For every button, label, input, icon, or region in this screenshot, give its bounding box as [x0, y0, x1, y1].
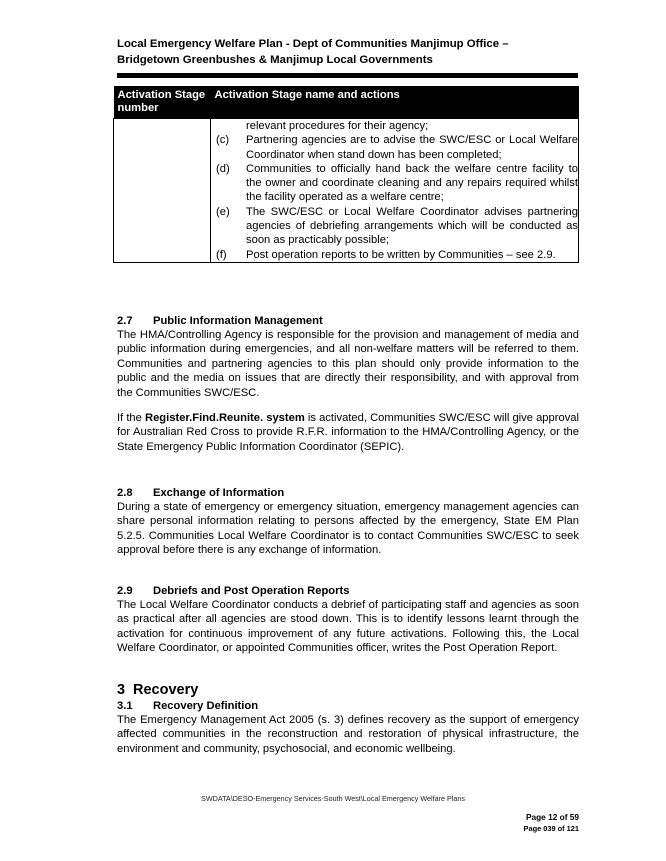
header-rule [117, 73, 578, 78]
section-heading-2-7 [117, 314, 323, 328]
header-line-2: Bridgetown Greenbushes & Manjimup Local Governments [117, 54, 433, 66]
action-text: Communities to officially hand back the welfare centre facility to the owner and coordinate cleaning and any repairs required whilst the facility operated as a welfare centre; [246, 162, 578, 204]
paragraph-debriefs: The Local Welfare Coordinator conducts a debrief of participating staff and agencies as soon as practical after all agencies are stood down. This is to identify lessons learnt through the activation for continuous improvement of any future activations. Following this, the Local Welfare Coordinator, or appointed Communities officer, writes the Post Operation Report. [117, 599, 579, 655]
action-text: The SWC/ESC or Local Welfare Coordinator advises partnering agencies of debriefing arrangements which will be conducted as soon as practicably possible; [246, 205, 578, 247]
header-line-1: Local Emergency Welfare Plan - Dept of Communities Manjimup Office – [117, 38, 509, 50]
section-heading-3 [117, 682, 198, 698]
rfr-text-after: is activated, Communities SWC/ESC will give approval for Australian Red Cross to provide R.F.R. information to the HMA/Controlling Agency, or the State Emergency Public Information Coordinator (SEPIC). [117, 412, 579, 453]
rfr-text-before: If the [117, 412, 145, 424]
section-heading-2-8 [117, 486, 284, 500]
action-letter: (f) [216, 248, 227, 261]
action-item [211, 162, 578, 205]
section-title: Recovery Definition [153, 700, 259, 712]
paragraph-exchange: During a state of emergency or emergency situation, emergency management agencies can share personal information relating to persons affected by the emergency, State EM Plan 5.2.5. Communities Local Welfare Coordinator is to contact Communities SWC/ESC to seek approval before there is any exchange of information. [117, 501, 579, 557]
action-item [211, 205, 578, 248]
action-continuation: relevant procedures for their agency; [246, 120, 429, 132]
document-header [117, 36, 579, 68]
section-number: 2.8 [117, 487, 133, 499]
section-heading-3-1 [117, 699, 258, 713]
section-heading-2-9 [117, 584, 349, 598]
footer-file-path: SWDATA\DESO-Emergency Services-South West\Local Emergency Welfare Plans [201, 794, 465, 803]
section-number: 2.7 [117, 315, 133, 327]
stage-number-cell [114, 119, 211, 263]
activation-stage-table [113, 86, 579, 263]
page-number-overall: Page 039 of 121 [523, 824, 579, 833]
section-title: Recovery [133, 682, 199, 698]
section-number: 3 [117, 682, 126, 698]
col-header-stage-name: Activation Stage name and actions [211, 86, 579, 119]
paragraph-rfr [117, 411, 579, 454]
action-letter: (c) [216, 134, 230, 147]
action-item [211, 248, 578, 262]
section-title: Public Information Management [153, 315, 323, 327]
section-title: Debriefs and Post Operation Reports [153, 585, 350, 597]
section-number: 2.9 [117, 585, 133, 597]
paragraph-recovery-definition: The Emergency Management Act 2005 (s. 3) defines recovery as the support of emergency affected communities in the reconstruction and restoration of physical infrastructure, the environment and community, psychosocial, and economic wellbeing. [117, 714, 579, 755]
action-item [211, 133, 578, 162]
section-number: 3.1 [117, 700, 133, 712]
rfr-system-name: Register.Find.Reunite. system [145, 412, 305, 424]
action-text: Partnering agencies are to advise the SWC/ESC or Local Welfare Coordinator when stand down has been completed; [246, 134, 578, 161]
col-header-stage-number: Activation Stage number [114, 86, 211, 119]
stage-actions-cell [211, 119, 579, 263]
section-title: Exchange of Information [153, 487, 285, 499]
page-number: Page 12 of 59 [525, 812, 579, 822]
action-letter: (e) [216, 205, 230, 218]
action-letter: (d) [216, 162, 230, 175]
paragraph-public-info: The HMA/Controlling Agency is responsible for the provision and management of media and public information during emergencies, and all non-welfare matters will be referred to them. Communities and partnering agencies to this plan should only provide information to the public and the media on issues that are directly their responsibility, and with approval from the Communities SWC/ESC. [117, 329, 579, 399]
action-text: Post operation reports to be written by Communities – see 2.9. [246, 248, 556, 261]
